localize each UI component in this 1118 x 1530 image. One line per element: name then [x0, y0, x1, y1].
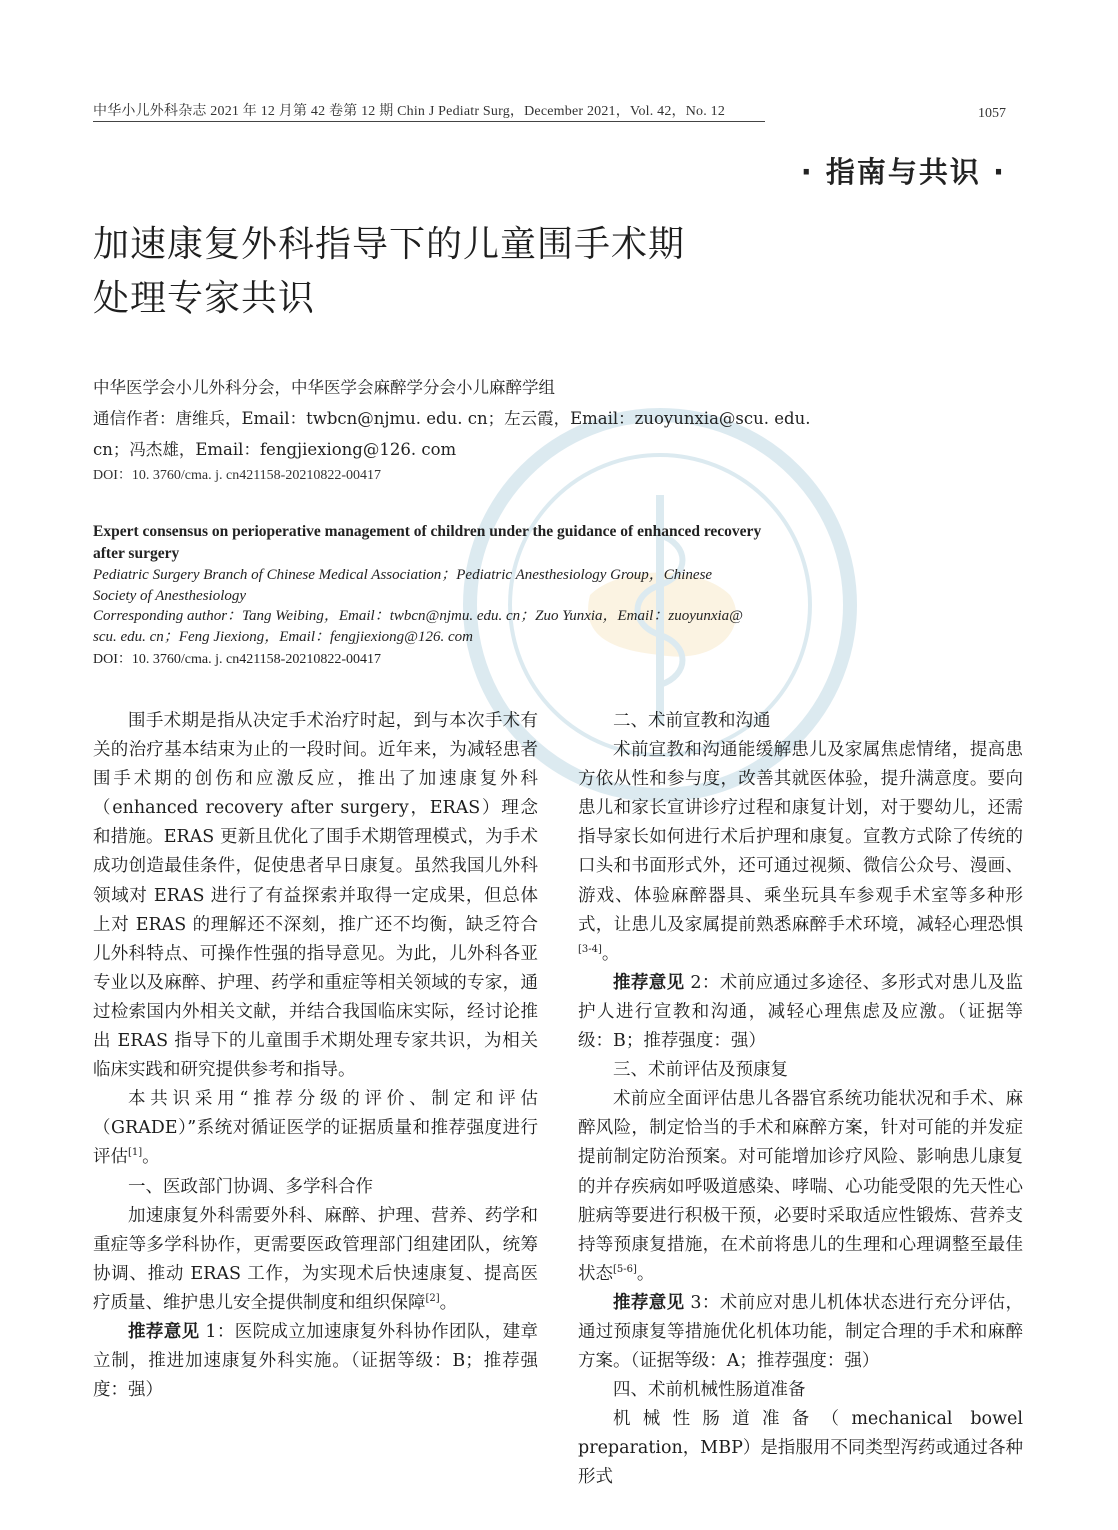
section-heading-1: 一、医政部门协调、多学科合作 [128, 1176, 373, 1197]
author-organization: 中华医学会小儿外科分会，中华医学会麻醉学分会小儿麻醉学组 [93, 378, 555, 397]
section-heading-2: 二、术前宣教和沟通 [613, 711, 771, 731]
english-abstract-header [93, 521, 853, 671]
body-column-right [578, 707, 1023, 1493]
english-org-line-2: Society of Anesthesiology [93, 587, 247, 604]
doi-chinese: DOI：10. 3760/cma. j. cn421158-20210822-00417 [93, 468, 381, 483]
reference-2: [2] [425, 1293, 440, 1305]
section-heading-4: 四、术前机械性肠道准备 [613, 1380, 806, 1401]
journal-header: 中华小儿外科杂志 2021 年 12 月第 42 卷第 12 期 Chin J Pediatr Surg，December 2021，Vol. 42，No. 12 [93, 104, 726, 119]
article-title [93, 218, 685, 326]
reference-1: [1] [128, 1147, 143, 1159]
recommendation-1: 推荐意见 1：医院成立加速康复外科协作团队，建章立制，推进加速康复外科实施。（证据等级：B；推荐强度：强） [93, 1321, 539, 1401]
english-corr-line-2: scu. edu. cn；Feng Jiexiong，Email：fengjiexiong@126. com [93, 628, 473, 645]
body-column-left [93, 707, 538, 1405]
recommendation-2: 推荐意见 2：术前应通过多途径、多形式对患儿及监护人进行宣教和沟通，减轻心理焦虑及应激。（证据等级：B；推荐强度：强） [578, 972, 1024, 1052]
header-rule [93, 121, 765, 122]
doi-english: DOI：10. 3760/cma. j. cn421158-20210822-00417 [93, 652, 381, 667]
paragraph-multidisciplinary: 加速康复外科需要外科、麻醉、护理、营养、药学和重症等多学科协作，更需要医政管理部门组建团队，统筹协调、推动 ERAS 工作，为实现术后快速康复、提高医疗质量、维护患儿安全提供制度和组织保障[2]。 [93, 1205, 538, 1313]
section-label: · 指南与共识 · [800, 155, 1006, 189]
english-title-line-1: Expert consensus on perioperative management of children under the guidance of enhanced recovery [93, 523, 762, 540]
reference-5-6: [5-6] [613, 1263, 637, 1275]
recommendation-3: 推荐意见 3：术前应对患儿机体状态进行充分评估，通过预康复等措施优化机体功能，制定合理的手术和麻醉方案。（证据等级：A；推荐强度：强） [578, 1292, 1024, 1372]
corresponding-author-line-1: 通信作者：唐维兵，Email：twbcn@njmu. edu. cn；左云霞，Email：zuoyunxia@scu. edu. [93, 409, 811, 428]
paragraph-assessment: 术前应全面评估患儿各器官系统功能状况和手术、麻醉风险，制定恰当的手术和麻醉方案，针对可能的并发症提前制定防治预案。对可能增加诊疗风险、影响患儿康复的并存疾病如呼吸道感染、哮喘、心功能受限的先天性心脏病等要进行积极干预，必要时采取适应性锻炼、营养支持等预康复措施，在术前将患儿的生理和心理调整至最佳状态[5-6]。 [578, 1089, 1023, 1284]
paragraph-education: 术前宣教和沟通能缓解患儿及家属焦虑情绪，提高患方依从性和参与度，改善其就医体验，提升满意度。要向患儿和家长宣讲诊疗过程和康复计划，对于婴幼儿，还需指导家长如何进行术后护理和康复。宣教方式除了传统的口头和书面形式外，还可通过视频、微信公众号、漫画、游戏、体验麻醉器具、乘坐玩具车参观手术室等多种形式，让患儿及家属提前熟悉麻醉手术环境，减轻心理恐惧[3-4]。 [578, 740, 1023, 964]
title-line-2: 处理专家共识 [93, 278, 316, 319]
paragraph-grade: 本共识采用“推荐分级的评价、制定和评估（GRADE）”系统对循证医学的证据质量和推荐强度进行评估[1]。 [93, 1089, 538, 1168]
corresponding-author-line-2: cn；冯杰雄，Email：fengjiexiong@126. com [93, 440, 457, 459]
author-block [93, 372, 853, 465]
title-line-1: 加速康复外科指导下的儿童围手术期 [93, 224, 686, 265]
english-corr-line-1: Corresponding author：Tang Weibing，Email：twbcn@njmu. edu. cn；Zuo Yunxia，Email：zuoyunxia@ [93, 608, 743, 624]
english-org-line-1: Pediatric Surgery Branch of Chinese Medical Association；Pediatric Anesthesiology Group，Chinese [93, 567, 713, 583]
english-title-line-2: after surgery [93, 545, 180, 562]
section-heading-3: 三、术前评估及预康复 [613, 1060, 788, 1081]
paragraph-bowel-prep: 机械性肠道准备（mechanical bowel preparation，MBP）是指服用不同类型泻药或通过各种形式 [578, 1409, 1023, 1488]
paragraph-intro: 围手术期是指从决定手术治疗时起，到与本次手术有关的治疗基本结束为止的一段时间。近年来，为减轻患者围手术期的创伤和应激反应，推出了加速康复外科（enhanced recovery after surgery，ERAS）理念和措施。ERAS 更新且优化了围手术期管理模式，为手术成功创造最佳条件，促使患者早日康复。虽然我国儿外科领域对 ERAS 进行了有益探索并取得一定成果，但总体上对 ERAS 的理解还不深刻，推广还不均衡，缺乏符合儿外科特点、可操作性强的指导意见。为此，儿外科各亚专业以及麻醉、护理、药学和重症等相关领域的专家，通过检索国内外相关文献，并结合我国临床实际，经讨论推出 ERAS 指导下的儿童围手术期处理专家共识，为相关临床实践和研究提供参考和指导。 [93, 711, 538, 1081]
reference-3-4: [3-4] [578, 943, 602, 955]
page-number: 1057 [978, 106, 1006, 121]
